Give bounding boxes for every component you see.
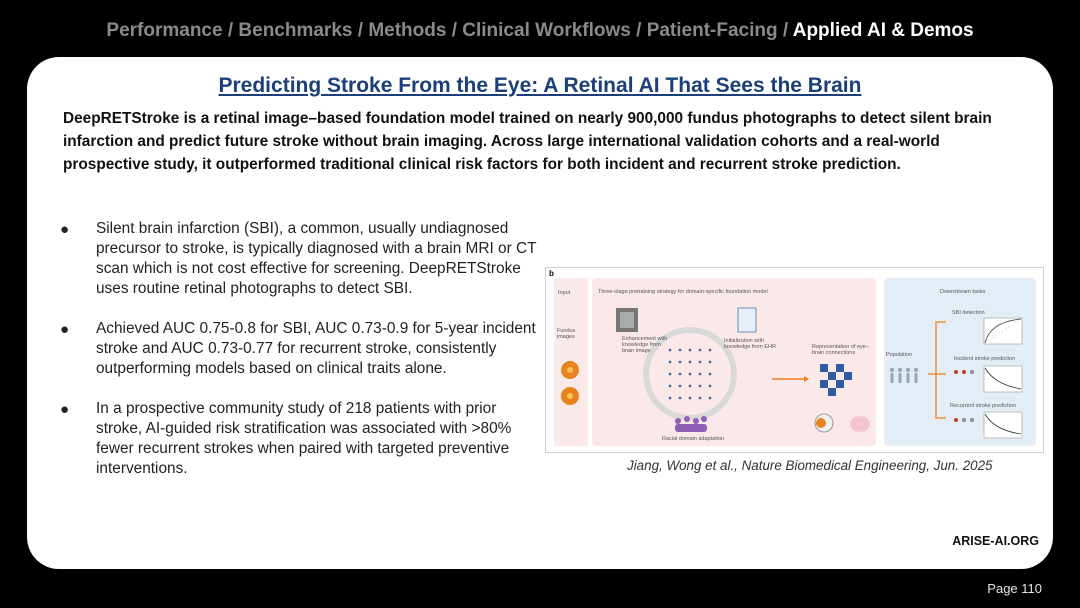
bullet-item xyxy=(55,319,545,379)
figure-citation: Jiang, Wong et al., Nature Biomedical Engineering, Jun. 2025 xyxy=(627,458,993,473)
fundus-images-icon xyxy=(554,278,588,446)
figure-racial-label: Racial domain adaptation xyxy=(662,436,725,442)
breadcrumb-item-clinical-workflows: Clinical Workflows xyxy=(462,20,631,41)
figure-representation-label: Representation of eye–brain connections xyxy=(812,344,869,356)
bullet-text: Silent brain infarction (SBI), a common, usually undiagnosed precursor to stroke, is typically diagnosed with a brain MRI or CT scan which is not cost effective for screening. DeepRETStroke uses routine retinal photographs to detect SBI. xyxy=(96,220,537,297)
bullet-item xyxy=(55,219,545,299)
pretraining-diagram-icon xyxy=(592,278,876,446)
slide-title: Predicting Stroke From the Eye: A Retinal AI That Sees the Brain xyxy=(218,74,862,97)
breadcrumb-item-methods: Methods xyxy=(368,20,447,41)
figure-panel-label: b xyxy=(549,269,554,278)
figure-downstream-title: Downstream tasks xyxy=(940,289,986,295)
figure-task-incident: Incident stroke prediction xyxy=(954,356,1016,362)
figure-pretraining-panel xyxy=(592,278,876,446)
bullet-text: Achieved AUC 0.75-0.8 for SBI, AUC 0.73-0.9 for 5-year incident stroke and AUC 0.73-0.77 for recurrent stroke, consistently outperforming models based on clinical traits alone. xyxy=(96,320,536,377)
slide-card xyxy=(27,57,1053,569)
breadcrumb xyxy=(0,20,1080,42)
bullet-dot-icon: ● xyxy=(60,401,70,418)
breadcrumb-item-benchmarks: Benchmarks xyxy=(238,20,353,41)
breadcrumb-separator: / xyxy=(222,20,239,41)
downstream-diagram-icon xyxy=(884,278,1036,446)
figure-initialization-label: Initialization with knowledge from EHR xyxy=(724,338,776,350)
breadcrumb-separator: / xyxy=(777,20,793,41)
breadcrumb-item-patient-facing: Patient-Facing xyxy=(646,20,778,41)
figure-downstream-panel xyxy=(884,278,1036,446)
bullet-text: In a prospective community study of 218 patients with prior stroke, AI-guided risk stratification was associated with >80% fewer recurrent strokes when paired with targeted preventive interventions. xyxy=(96,400,512,477)
slide-intro: DeepRETStroke is a retinal image–based foundation model trained on nearly 900,000 fundus photographs to detect silent brain infarction and predict future stroke without brain imaging. Across large international validation cohorts and a real-world prospective study, it outperformed traditional clinical risk factors for both incident and recurrent stroke prediction. xyxy=(63,110,992,173)
breadcrumb-separator: / xyxy=(630,20,647,41)
figure-input-label: Input xyxy=(558,290,571,296)
model-figure xyxy=(545,267,1044,453)
bullet-item xyxy=(55,399,545,479)
bullet-dot-icon: ● xyxy=(60,321,70,338)
bullet-list xyxy=(55,219,545,499)
breadcrumb-separator: / xyxy=(352,20,369,41)
figure-stage-title: Three-stage pretraining strategy for domain-specific foundation model xyxy=(598,289,768,295)
breadcrumb-item-current: Applied AI & Demos xyxy=(792,20,974,41)
figure-fundus-label: Fundus images xyxy=(557,328,576,340)
bullet-dot-icon: ● xyxy=(60,221,70,238)
figure-task-recurrent: Recurrent stroke prediction xyxy=(950,403,1017,409)
page-number: Page 110 xyxy=(987,581,1042,596)
org-watermark: ARISE-AI.ORG xyxy=(952,534,1039,548)
figure-enhancement-label: Enhancement with knowledge from brain image xyxy=(622,336,668,354)
figure-task-sbi: SBI detection xyxy=(952,310,985,316)
breadcrumb-separator: / xyxy=(446,20,463,41)
breadcrumb-item-performance: Performance xyxy=(106,20,223,41)
figure-population-label: Population xyxy=(886,352,912,358)
figure-input-column xyxy=(554,278,588,446)
